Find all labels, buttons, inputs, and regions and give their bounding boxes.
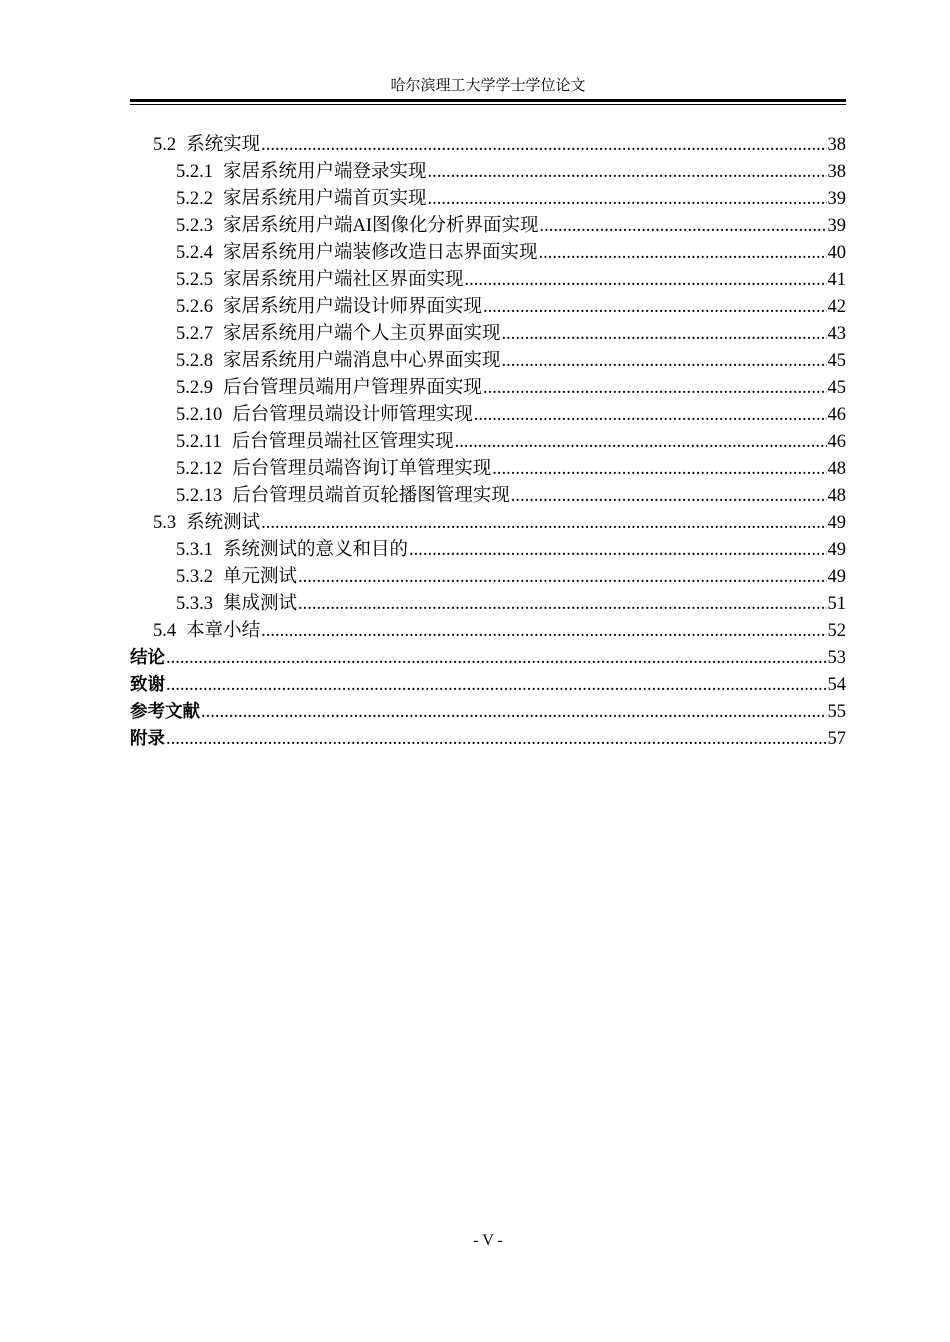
toc-dot-leader <box>298 564 826 591</box>
page-header: 哈尔滨理工大学学士学位论文 <box>390 78 586 94</box>
toc-entry-title: 家居系统用户端装修改造日志界面实现 <box>223 243 538 263</box>
toc-entry <box>130 186 846 213</box>
toc-entry <box>130 132 846 159</box>
toc-entry-title: 结论 <box>130 648 165 668</box>
toc-dot-leader <box>298 591 826 618</box>
toc-dot-leader <box>428 186 827 213</box>
toc-entry-title: 家居系统用户端AI图像化分析界面实现 <box>223 216 539 236</box>
toc-entry-number: 5.2.4 <box>176 243 213 263</box>
toc-entry-number: 5.2 <box>153 135 177 155</box>
toc-entry-title: 家居系统用户端设计师界面实现 <box>223 297 483 317</box>
toc-entry-number: 5.2.13 <box>176 486 223 506</box>
toc-entry-title: 后台管理员端首页轮播图管理实现 <box>232 486 510 506</box>
toc-entry-page: 38 <box>827 135 846 155</box>
toc-entry-title: 单元测试 <box>223 567 298 587</box>
toc-dot-leader <box>465 267 827 294</box>
toc-dot-leader <box>409 537 826 564</box>
toc-entry-number: 5.2.3 <box>176 216 213 236</box>
toc-dot-leader <box>201 699 827 726</box>
toc-entry-title: 家居系统用户端登录实现 <box>223 162 427 182</box>
toc-entry-page: 52 <box>827 621 846 641</box>
toc-entry-title: 系统测试 <box>186 513 261 533</box>
toc-entry-page: 55 <box>827 702 846 722</box>
toc-entry-title: 致谢 <box>130 675 165 695</box>
toc-entry <box>130 537 846 564</box>
toc-entry-number: 5.2.12 <box>176 459 223 479</box>
toc-entry-number: 5.2.8 <box>176 351 213 371</box>
toc-entry <box>130 429 846 456</box>
toc-entry-page: 49 <box>827 513 846 533</box>
toc-dot-leader <box>261 618 826 645</box>
toc-entry-title: 家居系统用户端个人主页界面实现 <box>223 324 501 344</box>
toc-entry <box>130 375 846 402</box>
toc-entry <box>130 591 846 618</box>
toc-entry <box>130 618 846 645</box>
toc-entry-number: 5.4 <box>153 621 177 641</box>
toc-entry-number: 5.2.5 <box>176 270 213 290</box>
toc-dot-leader <box>261 510 826 537</box>
toc-entry-title: 集成测试 <box>223 594 298 614</box>
toc-entry <box>130 402 846 429</box>
toc-entry-title: 后台管理员端社区管理实现 <box>231 432 454 452</box>
toc-dot-leader <box>539 240 827 267</box>
toc-entry <box>130 726 846 753</box>
toc-dot-leader <box>428 159 827 186</box>
toc-entry-title: 后台管理员端咨询订单管理实现 <box>232 459 492 479</box>
toc-entry-number: 5.2.7 <box>176 324 213 344</box>
toc-entry <box>130 699 846 726</box>
header-rule-thin <box>130 104 846 105</box>
toc-entry-page: 38 <box>827 162 846 182</box>
toc-entry-number: 5.3.1 <box>176 540 213 560</box>
toc-entry <box>130 456 846 483</box>
toc-entry <box>130 564 846 591</box>
toc-entry-page: 48 <box>827 486 846 506</box>
toc-entry <box>130 645 846 672</box>
toc-entry-number: 5.2.1 <box>176 162 213 182</box>
toc-dot-leader <box>483 375 826 402</box>
page-number: - V - <box>473 1232 503 1249</box>
toc-entry-title: 家居系统用户端消息中心界面实现 <box>223 351 501 371</box>
toc-entry <box>130 159 846 186</box>
toc-entry <box>130 348 846 375</box>
toc-entry-page: 43 <box>827 324 846 344</box>
toc-entry-title: 后台管理员端用户管理界面实现 <box>223 378 483 398</box>
toc-dot-leader <box>166 672 827 699</box>
toc-entry-page: 41 <box>827 270 846 290</box>
table-of-contents <box>130 132 846 753</box>
toc-dot-leader <box>511 483 827 510</box>
toc-entry <box>130 672 846 699</box>
toc-dot-leader <box>492 456 826 483</box>
toc-dot-leader <box>474 402 827 429</box>
toc-entry-page: 42 <box>827 297 846 317</box>
toc-entry <box>130 213 846 240</box>
toc-entry-page: 46 <box>827 405 846 425</box>
toc-entry-number: 5.2.6 <box>176 297 213 317</box>
toc-entry-title: 本章小结 <box>186 621 261 641</box>
toc-entry <box>130 321 846 348</box>
toc-entry-number: 5.3 <box>153 513 177 533</box>
toc-entry-page: 39 <box>827 216 846 236</box>
toc-entry-number: 5.2.2 <box>176 189 213 209</box>
toc-dot-leader <box>540 213 827 240</box>
toc-entry-page: 49 <box>827 540 846 560</box>
toc-entry <box>130 483 846 510</box>
toc-entry-title: 后台管理员端设计师管理实现 <box>232 405 473 425</box>
toc-entry-page: 54 <box>827 675 846 695</box>
header-rule-thick <box>130 99 846 102</box>
toc-dot-leader <box>166 645 827 672</box>
toc-entry-title: 系统实现 <box>186 135 261 155</box>
toc-entry <box>130 267 846 294</box>
toc-entry-title: 家居系统用户端社区界面实现 <box>223 270 464 290</box>
toc-entry <box>130 510 846 537</box>
toc-entry-title: 参考文献 <box>130 702 200 722</box>
toc-entry <box>130 294 846 321</box>
toc-entry-page: 48 <box>827 459 846 479</box>
toc-entry-number: 5.2.9 <box>176 378 213 398</box>
toc-entry-page: 51 <box>827 594 846 614</box>
toc-entry-page: 46 <box>827 432 846 452</box>
toc-entry-number: 5.2.11 <box>176 432 222 452</box>
toc-entry-title: 系统测试的意义和目的 <box>223 540 409 560</box>
toc-dot-leader <box>502 348 827 375</box>
toc-entry-page: 39 <box>827 189 846 209</box>
toc-dot-leader <box>483 294 826 321</box>
toc-entry-page: 53 <box>827 648 846 668</box>
toc-entry-page: 45 <box>827 351 846 371</box>
toc-entry-number: 5.3.2 <box>176 567 213 587</box>
toc-dot-leader <box>455 429 827 456</box>
toc-dot-leader <box>166 726 827 753</box>
toc-dot-leader <box>502 321 827 348</box>
toc-entry-number: 5.3.3 <box>176 594 213 614</box>
toc-entry <box>130 240 846 267</box>
toc-entry-page: 40 <box>827 243 846 263</box>
toc-entry-page: 57 <box>827 729 846 749</box>
toc-dot-leader <box>261 132 826 159</box>
toc-entry-number: 5.2.10 <box>176 405 223 425</box>
toc-entry-title: 家居系统用户端首页实现 <box>223 189 427 209</box>
toc-entry-title: 附录 <box>130 729 165 749</box>
toc-entry-page: 49 <box>827 567 846 587</box>
toc-entry-page: 45 <box>827 378 846 398</box>
